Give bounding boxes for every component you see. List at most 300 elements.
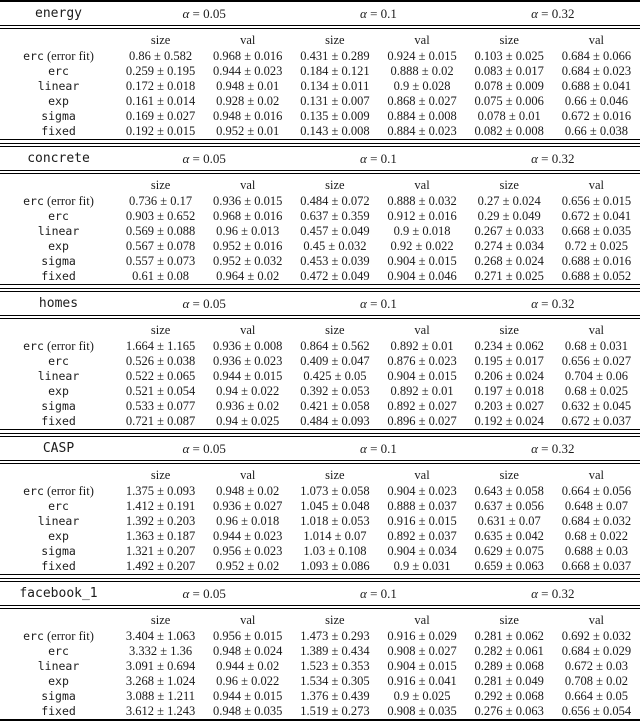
value-cell: 0.631 ± 0.07 <box>477 514 541 528</box>
metric-header-row <box>0 27 640 49</box>
value-cell: 0.892 ± 0.037 <box>387 529 457 543</box>
method-name: linear <box>37 79 80 93</box>
column-header-val: val <box>414 613 430 627</box>
value-cell: 0.567 ± 0.078 <box>125 239 196 253</box>
value-cell: 0.431 ± 0.289 <box>300 49 370 63</box>
value-cell: 0.533 ± 0.077 <box>125 399 196 413</box>
empty-corner-cell <box>0 607 117 629</box>
value-cell: 0.948 ± 0.035 <box>213 704 283 718</box>
value-cell: 0.083 ± 0.017 <box>474 64 544 78</box>
value-cell: 0.557 ± 0.073 <box>125 254 196 268</box>
value-cell: 0.892 ± 0.01 <box>390 339 454 353</box>
table-row <box>0 674 640 689</box>
table-row <box>0 399 640 414</box>
row-label <box>0 704 117 720</box>
value-cell: 0.569 ± 0.088 <box>125 224 196 238</box>
value-cell: 0.68 ± 0.031 <box>564 339 628 353</box>
value-cell: 0.92 ± 0.022 <box>390 239 454 253</box>
value-cell: 1.045 ± 0.048 <box>300 499 370 513</box>
value-cell: 0.672 ± 0.041 <box>561 209 632 223</box>
table-row <box>0 484 640 499</box>
value-cell: 0.952 ± 0.01 <box>216 124 280 138</box>
table-row <box>0 49 640 64</box>
value-cell: 0.453 ± 0.039 <box>300 254 370 268</box>
value-cell: 0.948 ± 0.024 <box>213 644 283 658</box>
section-header-row <box>0 1 640 27</box>
value-cell: 0.409 ± 0.047 <box>300 354 370 368</box>
method-name: linear <box>37 369 80 383</box>
row-label <box>0 384 117 399</box>
value-cell: 3.268 ± 1.024 <box>125 674 196 688</box>
value-cell: 0.271 ± 0.025 <box>474 269 544 283</box>
method-name: linear <box>37 514 80 528</box>
value-cell: 0.103 ± 0.025 <box>474 49 544 63</box>
value-cell: 0.96 ± 0.022 <box>216 674 280 688</box>
value-cell: 0.276 ± 0.063 <box>474 704 544 718</box>
value-cell: 0.94 ± 0.022 <box>216 384 280 398</box>
section-header-row <box>0 290 640 317</box>
alpha-symbol: α <box>360 585 367 601</box>
method-name: linear <box>37 224 80 238</box>
value-cell: 1.073 ± 0.058 <box>300 484 370 498</box>
alpha-symbol: α <box>531 440 538 456</box>
value-cell: 0.425 ± 0.05 <box>303 369 367 383</box>
value-cell: 0.904 ± 0.034 <box>387 544 457 558</box>
row-label <box>0 124 117 140</box>
value-cell: 0.688 ± 0.041 <box>561 79 632 93</box>
table-row <box>0 354 640 369</box>
alpha-header <box>466 145 640 172</box>
value-cell: 0.197 ± 0.018 <box>474 384 544 398</box>
alpha-symbol: α <box>182 585 190 601</box>
method-name: exp <box>48 239 69 253</box>
alpha-symbol: α <box>182 5 190 21</box>
method-name-suffix: (error fit) <box>43 484 94 498</box>
value-cell: 1.321 ± 0.207 <box>125 544 196 558</box>
table-row <box>0 529 640 544</box>
value-cell: 0.904 ± 0.023 <box>387 484 457 498</box>
method-name: erc <box>48 209 69 223</box>
row-label <box>0 369 117 384</box>
value-cell: 0.94 ± 0.025 <box>216 414 280 428</box>
value-cell: 0.888 ± 0.037 <box>387 499 457 513</box>
value-cell: 0.708 ± 0.02 <box>564 674 628 688</box>
alpha-value: = 0.05 <box>189 150 226 166</box>
column-header-val: val <box>588 33 605 47</box>
alpha-value: = 0.05 <box>189 295 226 311</box>
alpha-header <box>291 145 465 172</box>
column-header-size: size <box>150 178 171 192</box>
alpha-header <box>117 145 291 172</box>
method-name: erc <box>23 484 44 498</box>
table-row <box>0 109 640 124</box>
row-label <box>0 414 117 430</box>
value-cell: 0.457 ± 0.049 <box>300 224 370 238</box>
value-cell: 0.908 ± 0.035 <box>387 704 457 718</box>
value-cell: 0.169 ± 0.027 <box>125 109 196 123</box>
value-cell: 0.078 ± 0.009 <box>474 79 544 93</box>
value-cell: 0.684 ± 0.066 <box>561 49 632 63</box>
row-label <box>0 544 117 559</box>
results-table-concrete <box>0 143 640 285</box>
value-cell: 0.944 ± 0.023 <box>213 529 283 543</box>
results-table-energy <box>0 0 640 140</box>
alpha-header <box>291 290 465 317</box>
value-cell: 0.082 ± 0.008 <box>474 124 544 138</box>
table-row <box>0 384 640 399</box>
alpha-value: = 0.32 <box>537 295 575 311</box>
value-cell: 0.964 ± 0.02 <box>216 269 280 283</box>
metric-header-row <box>0 462 640 484</box>
value-cell: 0.143 ± 0.008 <box>300 124 370 138</box>
table-row <box>0 254 640 269</box>
table-row <box>0 269 640 285</box>
row-label <box>0 269 117 285</box>
value-cell: 1.392 ± 0.203 <box>125 514 196 528</box>
method-name-suffix: (error fit) <box>43 629 94 643</box>
value-cell: 0.864 ± 0.562 <box>300 339 370 353</box>
alpha-header <box>466 435 640 462</box>
value-cell: 0.27 ± 0.024 <box>477 194 541 208</box>
alpha-header <box>466 580 640 607</box>
results-table-facebook_1 <box>0 578 640 721</box>
value-cell: 0.61 ± 0.08 <box>132 269 190 283</box>
row-label <box>0 659 117 674</box>
section-header-row <box>0 145 640 172</box>
value-cell: 3.091 ± 0.694 <box>125 659 196 673</box>
method-name: exp <box>48 94 69 108</box>
value-cell: 0.259 ± 0.195 <box>125 64 196 78</box>
value-cell: 0.912 ± 0.016 <box>387 209 457 223</box>
value-cell: 0.668 ± 0.035 <box>561 224 632 238</box>
value-cell: 1.014 ± 0.07 <box>303 529 367 543</box>
dataset-name: energy <box>0 1 117 27</box>
table-row <box>0 659 640 674</box>
value-cell: 0.904 ± 0.015 <box>387 369 457 383</box>
value-cell: 0.684 ± 0.029 <box>561 644 632 658</box>
table-row <box>0 339 640 354</box>
table-row <box>0 414 640 430</box>
alpha-value: = 0.32 <box>537 440 575 456</box>
value-cell: 0.96 ± 0.018 <box>216 514 280 528</box>
method-name-suffix: (error fit) <box>43 194 94 208</box>
method-name: erc <box>48 644 69 658</box>
row-label <box>0 499 117 514</box>
table-row <box>0 499 640 514</box>
row-label <box>0 339 117 354</box>
row-label <box>0 689 117 704</box>
row-label <box>0 224 117 239</box>
column-header-val: val <box>240 178 256 192</box>
row-label <box>0 644 117 659</box>
method-name: sigma <box>41 689 76 703</box>
value-cell: 0.664 ± 0.056 <box>561 484 632 498</box>
value-cell: 0.876 ± 0.023 <box>387 354 457 368</box>
alpha-header <box>291 1 465 27</box>
value-cell: 0.884 ± 0.008 <box>387 109 457 123</box>
value-cell: 0.195 ± 0.017 <box>474 354 544 368</box>
value-cell: 0.629 ± 0.075 <box>474 544 544 558</box>
value-cell: 0.72 ± 0.025 <box>564 239 628 253</box>
alpha-symbol: α <box>182 295 190 311</box>
table-row <box>0 194 640 209</box>
method-name: erc <box>48 499 69 513</box>
column-header-val: val <box>240 613 256 627</box>
method-name: fixed <box>41 704 76 718</box>
value-cell: 0.888 ± 0.032 <box>387 194 457 208</box>
value-cell: 0.916 ± 0.041 <box>387 674 457 688</box>
column-header-size: size <box>150 33 171 47</box>
column-header-val: val <box>240 323 256 337</box>
method-name: sigma <box>41 399 76 413</box>
value-cell: 0.484 ± 0.093 <box>300 414 370 428</box>
value-cell: 0.289 ± 0.068 <box>474 659 544 673</box>
method-name: fixed <box>41 269 76 283</box>
value-cell: 0.203 ± 0.027 <box>474 399 544 413</box>
row-label <box>0 674 117 689</box>
alpha-header <box>291 580 465 607</box>
value-cell: 0.944 ± 0.02 <box>216 659 280 673</box>
value-cell: 0.688 ± 0.016 <box>561 254 632 268</box>
column-header-size: size <box>325 323 345 337</box>
value-cell: 0.968 ± 0.016 <box>213 49 283 63</box>
value-cell: 0.868 ± 0.027 <box>387 94 457 108</box>
value-cell: 0.659 ± 0.063 <box>474 559 544 573</box>
table-row <box>0 559 640 575</box>
value-cell: 1.389 ± 0.434 <box>300 644 370 658</box>
column-header-size: size <box>499 33 519 47</box>
alpha-value: = 0.05 <box>189 585 226 601</box>
alpha-header <box>117 1 291 27</box>
value-cell: 0.936 ± 0.027 <box>213 499 283 513</box>
value-cell: 1.534 ± 0.305 <box>300 674 370 688</box>
value-cell: 0.131 ± 0.007 <box>300 94 370 108</box>
value-cell: 0.684 ± 0.032 <box>561 514 632 528</box>
value-cell: 0.952 ± 0.032 <box>213 254 283 268</box>
alpha-header <box>117 580 291 607</box>
value-cell: 0.688 ± 0.03 <box>564 544 628 558</box>
row-label <box>0 49 117 64</box>
section-header-row <box>0 580 640 607</box>
alpha-symbol: α <box>360 150 367 166</box>
value-cell: 0.656 ± 0.054 <box>561 704 632 718</box>
value-cell: 0.9 ± 0.031 <box>393 559 451 573</box>
value-cell: 0.956 ± 0.015 <box>213 629 283 643</box>
value-cell: 0.643 ± 0.058 <box>474 484 544 498</box>
row-label <box>0 559 117 575</box>
value-cell: 0.86 ± 0.582 <box>129 49 193 63</box>
dataset-name: concrete <box>0 145 117 172</box>
table-row <box>0 124 640 140</box>
value-cell: 0.936 ± 0.02 <box>216 399 280 413</box>
empty-corner-cell <box>0 172 117 194</box>
value-cell: 0.078 ± 0.01 <box>477 109 541 123</box>
row-label <box>0 64 117 79</box>
value-cell: 1.492 ± 0.207 <box>125 559 196 573</box>
column-header-val: val <box>588 323 605 337</box>
column-header-size: size <box>499 468 519 482</box>
value-cell: 0.134 ± 0.011 <box>300 79 370 93</box>
value-cell: 0.421 ± 0.058 <box>300 399 370 413</box>
value-cell: 0.952 ± 0.02 <box>216 559 280 573</box>
value-cell: 0.9 ± 0.025 <box>393 689 451 703</box>
results-table-homes <box>0 288 640 430</box>
table-row <box>0 689 640 704</box>
table-row <box>0 514 640 529</box>
method-name: erc <box>23 194 44 208</box>
value-cell: 1.664 ± 1.165 <box>125 339 196 353</box>
value-cell: 0.916 ± 0.015 <box>387 514 457 528</box>
value-cell: 0.632 ± 0.045 <box>561 399 632 413</box>
column-header-val: val <box>588 613 605 627</box>
column-header-size: size <box>150 613 171 627</box>
method-name: fixed <box>41 124 76 138</box>
alpha-value: = 0.05 <box>189 5 226 21</box>
alpha-value: = 0.1 <box>366 440 397 456</box>
value-cell: 0.267 ± 0.033 <box>474 224 544 238</box>
value-cell: 0.281 ± 0.062 <box>474 629 544 643</box>
alpha-header <box>117 290 291 317</box>
table-row <box>0 644 640 659</box>
value-cell: 0.637 ± 0.056 <box>474 499 544 513</box>
alpha-value: = 0.1 <box>366 585 397 601</box>
value-cell: 0.9 ± 0.028 <box>393 79 451 93</box>
value-cell: 0.672 ± 0.037 <box>561 414 632 428</box>
value-cell: 0.521 ± 0.054 <box>125 384 196 398</box>
alpha-value: = 0.32 <box>537 585 575 601</box>
method-name: fixed <box>41 559 76 573</box>
value-cell: 0.944 ± 0.015 <box>213 689 283 703</box>
table-row <box>0 224 640 239</box>
column-header-size: size <box>499 178 519 192</box>
value-cell: 0.924 ± 0.015 <box>387 49 457 63</box>
value-cell: 0.936 ± 0.023 <box>213 354 283 368</box>
alpha-header <box>117 435 291 462</box>
alpha-symbol: α <box>531 5 538 21</box>
alpha-symbol: α <box>531 295 538 311</box>
empty-corner-cell <box>0 317 117 339</box>
empty-corner-cell <box>0 27 117 49</box>
alpha-value: = 0.1 <box>366 150 397 166</box>
table-row <box>0 369 640 384</box>
row-label <box>0 354 117 369</box>
column-header-val: val <box>240 33 256 47</box>
method-name: sigma <box>41 544 76 558</box>
value-cell: 0.075 ± 0.006 <box>474 94 544 108</box>
row-label <box>0 109 117 124</box>
value-cell: 0.736 ± 0.17 <box>129 194 193 208</box>
alpha-header <box>291 435 465 462</box>
alpha-symbol: α <box>360 295 367 311</box>
method-name: erc <box>23 629 44 643</box>
value-cell: 0.668 ± 0.037 <box>561 559 632 573</box>
alpha-value: = 0.32 <box>537 5 575 21</box>
row-label <box>0 209 117 224</box>
column-header-val: val <box>414 323 430 337</box>
value-cell: 0.526 ± 0.038 <box>125 354 196 368</box>
value-cell: 1.376 ± 0.439 <box>300 689 370 703</box>
value-cell: 0.9 ± 0.018 <box>393 224 451 238</box>
value-cell: 0.688 ± 0.052 <box>561 269 632 283</box>
value-cell: 0.892 ± 0.027 <box>387 399 457 413</box>
value-cell: 3.612 ± 1.243 <box>125 704 196 718</box>
method-name: erc <box>48 354 69 368</box>
value-cell: 0.66 ± 0.046 <box>564 94 628 108</box>
metric-header-row <box>0 172 640 194</box>
value-cell: 0.29 ± 0.049 <box>477 209 541 223</box>
value-cell: 0.135 ± 0.009 <box>300 109 370 123</box>
row-label <box>0 79 117 94</box>
table-row <box>0 704 640 720</box>
column-header-val: val <box>414 178 430 192</box>
dataset-name: facebook_1 <box>0 580 117 607</box>
column-header-val: val <box>588 178 605 192</box>
value-cell: 0.282 ± 0.061 <box>474 644 544 658</box>
value-cell: 0.635 ± 0.042 <box>474 529 544 543</box>
column-header-size: size <box>499 613 519 627</box>
row-label <box>0 629 117 644</box>
row-label <box>0 94 117 109</box>
value-cell: 0.956 ± 0.023 <box>213 544 283 558</box>
value-cell: 0.892 ± 0.01 <box>390 384 454 398</box>
method-name: linear <box>37 659 80 673</box>
column-header-size: size <box>325 178 345 192</box>
value-cell: 3.088 ± 1.211 <box>126 689 196 703</box>
method-name: fixed <box>41 414 76 428</box>
method-name-suffix: (error fit) <box>43 49 94 63</box>
row-label <box>0 254 117 269</box>
column-header-size: size <box>150 323 171 337</box>
value-cell: 1.375 ± 0.093 <box>125 484 196 498</box>
value-cell: 1.093 ± 0.086 <box>300 559 370 573</box>
value-cell: 0.936 ± 0.008 <box>213 339 283 353</box>
table-row <box>0 544 640 559</box>
value-cell: 0.908 ± 0.027 <box>387 644 457 658</box>
method-name: sigma <box>41 109 76 123</box>
row-label <box>0 399 117 414</box>
column-header-size: size <box>325 468 345 482</box>
value-cell: 1.473 ± 0.293 <box>300 629 370 643</box>
value-cell: 0.968 ± 0.016 <box>213 209 283 223</box>
alpha-value: = 0.05 <box>189 440 226 456</box>
method-name: erc <box>48 64 69 78</box>
value-cell: 0.944 ± 0.015 <box>213 369 283 383</box>
value-cell: 0.68 ± 0.022 <box>564 529 628 543</box>
value-cell: 0.648 ± 0.07 <box>564 499 628 513</box>
row-label <box>0 194 117 209</box>
value-cell: 1.412 ± 0.191 <box>125 499 196 513</box>
value-cell: 0.392 ± 0.053 <box>300 384 370 398</box>
value-cell: 0.192 ± 0.024 <box>474 414 544 428</box>
method-name: erc <box>23 49 44 63</box>
value-cell: 0.472 ± 0.049 <box>300 269 370 283</box>
value-cell: 0.888 ± 0.02 <box>390 64 454 78</box>
results-table-CASP <box>0 433 640 575</box>
value-cell: 0.656 ± 0.015 <box>561 194 632 208</box>
alpha-value: = 0.1 <box>366 295 397 311</box>
method-name-suffix: (error fit) <box>43 339 94 353</box>
alpha-symbol: α <box>360 440 367 456</box>
section-header-row <box>0 435 640 462</box>
alpha-symbol: α <box>531 150 538 166</box>
value-cell: 0.948 ± 0.016 <box>213 109 283 123</box>
value-cell: 0.684 ± 0.023 <box>561 64 632 78</box>
alpha-symbol: α <box>531 585 538 601</box>
column-header-size: size <box>150 468 171 482</box>
value-cell: 1.363 ± 0.187 <box>125 529 196 543</box>
table-row <box>0 79 640 94</box>
table-row <box>0 239 640 254</box>
